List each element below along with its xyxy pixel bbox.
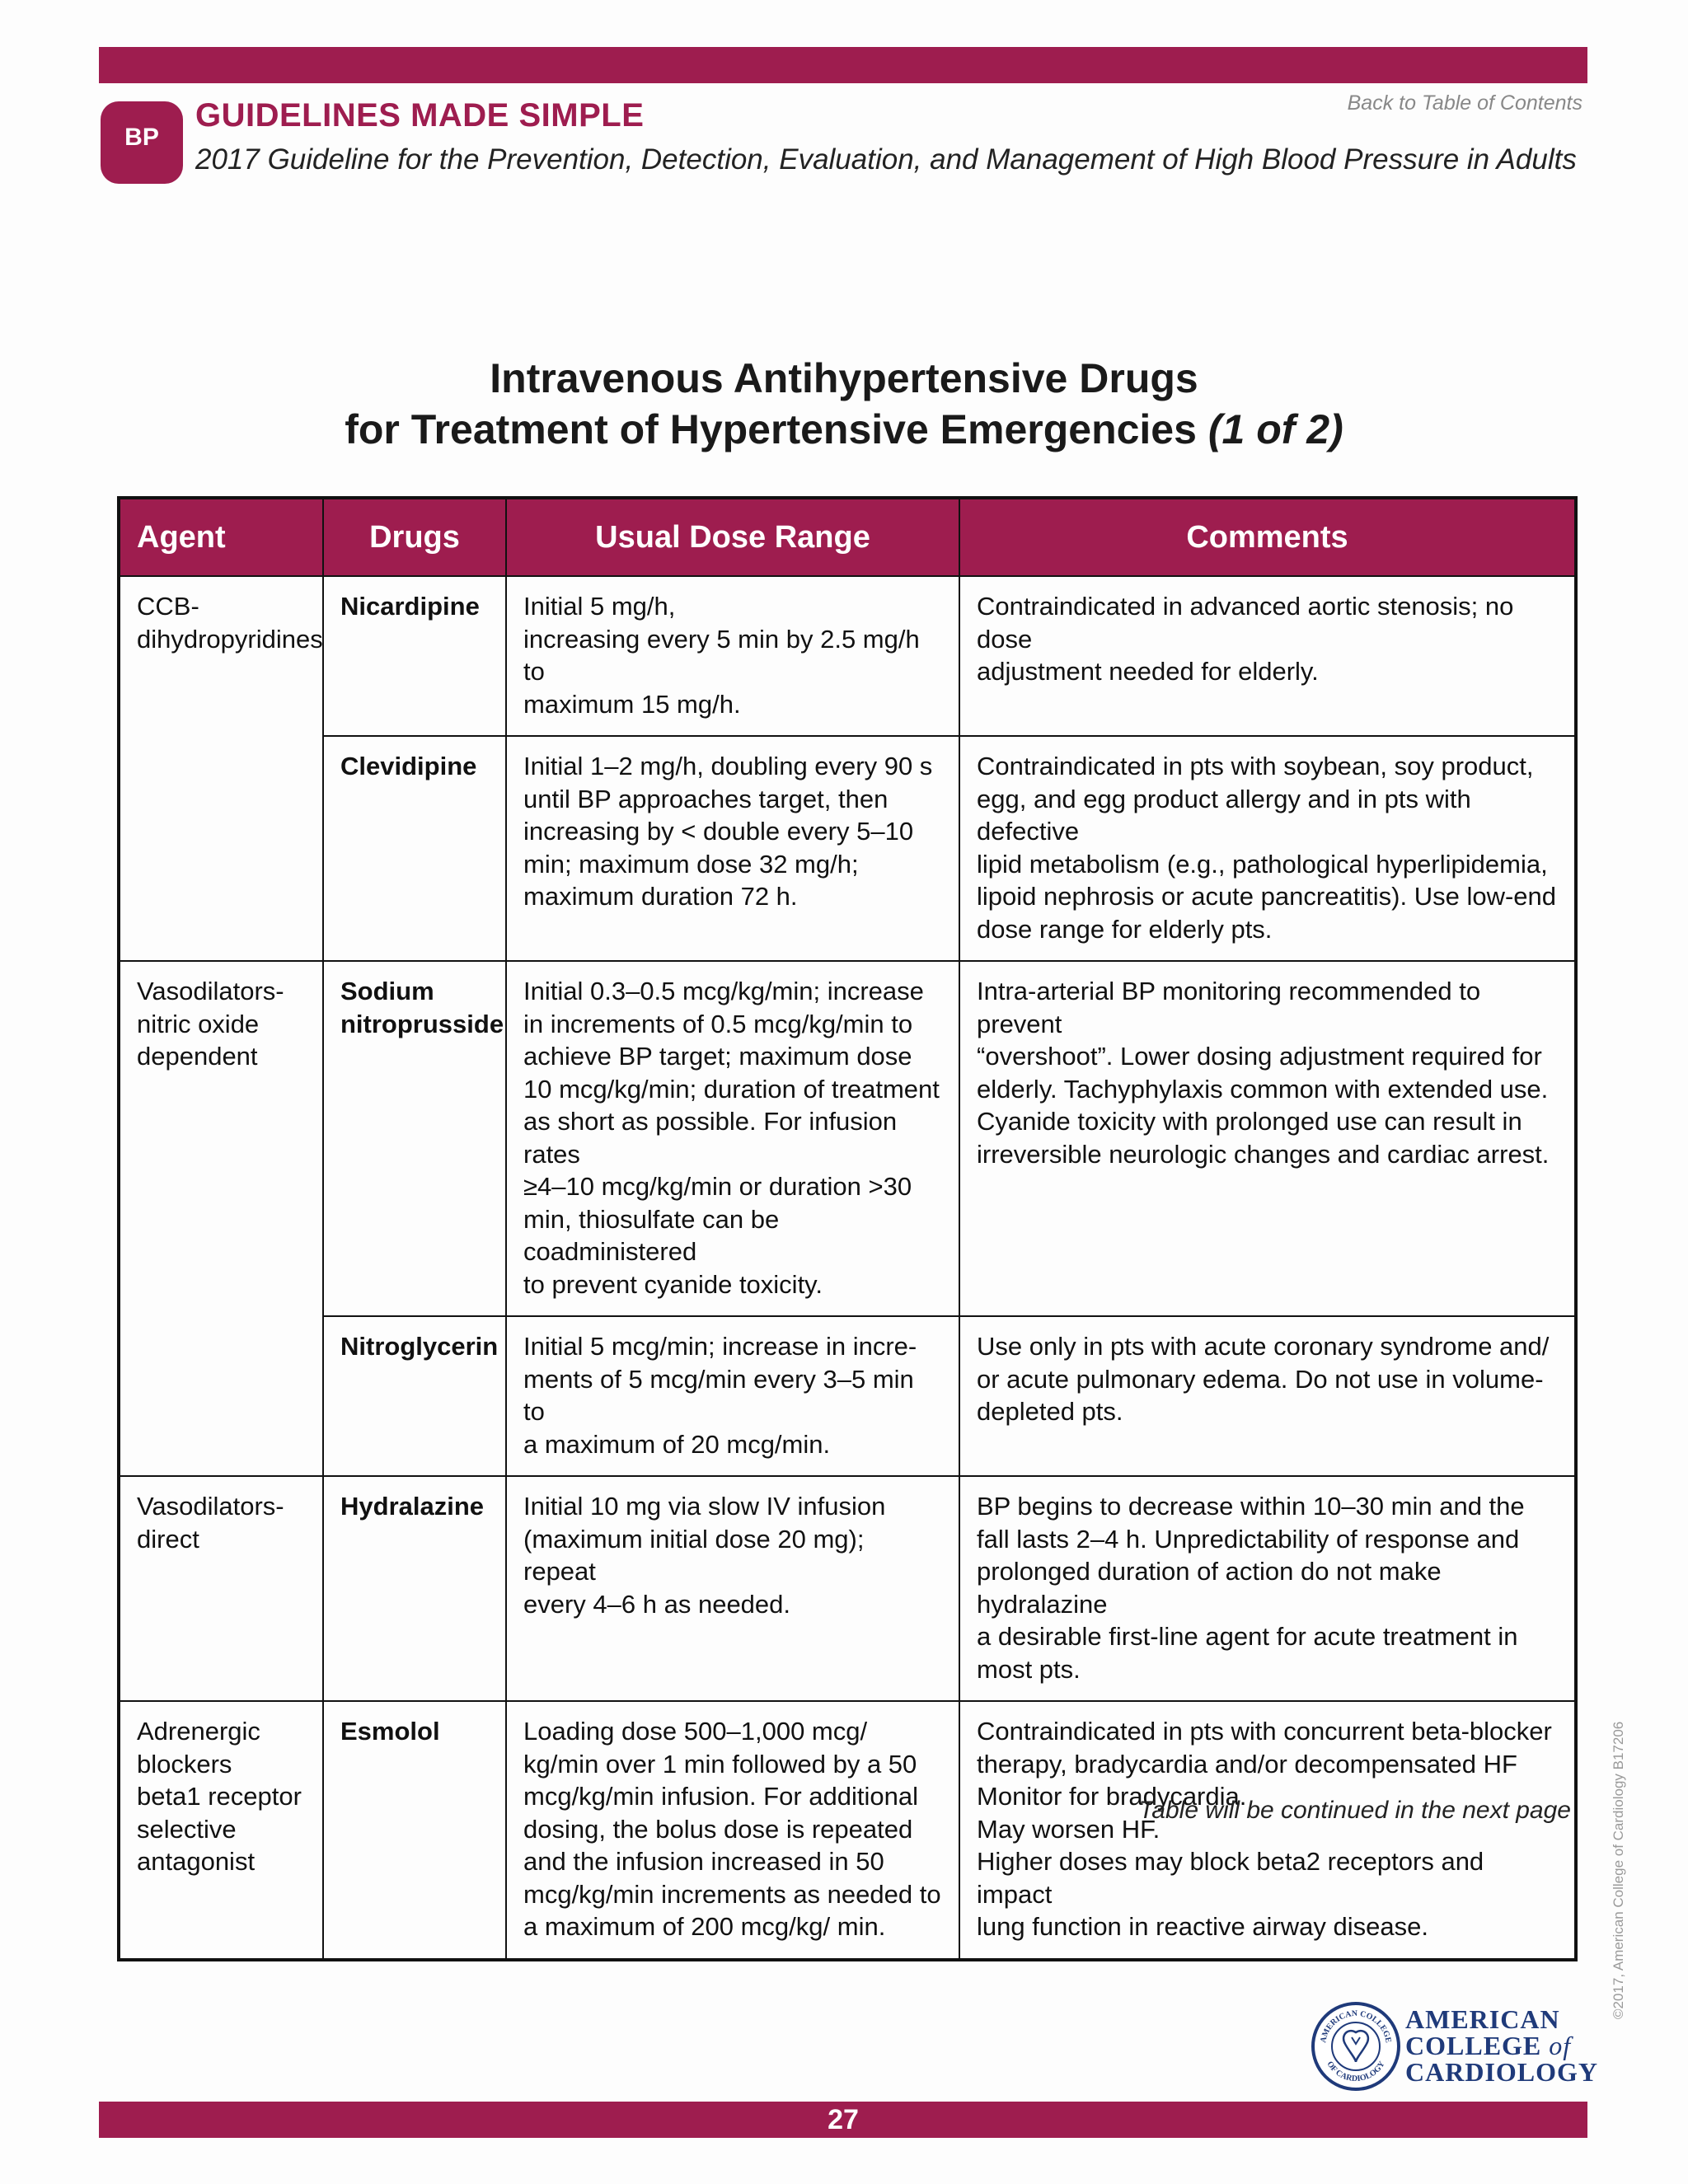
dose-cell bbox=[506, 1701, 959, 1960]
drug-name: Clevidipine bbox=[340, 752, 477, 780]
header-agent: Agent bbox=[119, 498, 323, 576]
drug-cell bbox=[323, 576, 506, 736]
comments-cell bbox=[959, 736, 1576, 961]
drug-cell bbox=[323, 1701, 506, 1960]
table-row bbox=[119, 1316, 1576, 1476]
title-line-2 bbox=[0, 404, 1688, 455]
dose-text: Initial 1–2 mg/h, doubling every 90 s until BP approaches target, then increasing by < double every 5–10 min; maximum dose 32 mg/h; maximum duration 72 h. bbox=[523, 752, 933, 911]
table-row bbox=[119, 736, 1576, 961]
agent-cell bbox=[119, 1701, 323, 1960]
comments-cell bbox=[959, 576, 1576, 736]
copyright-notice: ©2017, American College of Cardiology B17206 bbox=[1611, 1721, 1626, 2019]
bp-badge bbox=[101, 101, 183, 184]
agent-text: Vasodilators- direct bbox=[137, 1492, 284, 1554]
drug-cell bbox=[323, 736, 506, 961]
dose-text: Initial 5 mcg/min; increase in incre- ments of 5 mcg/min every 3–5 min to a maximum of 20 mcg/min. bbox=[523, 1332, 917, 1459]
dose-text: Initial 0.3–0.5 mcg/kg/min; increase in increments of 0.5 mcg/kg/min to achieve BP target; maximum dose 10 mcg/kg/min; duration of treatment as short as possible. For infusion rates ≥4–10 mcg/kg/min or duration >30 min, thiosulfate can be coadministered to prevent cyanide toxicity. bbox=[523, 977, 940, 1299]
page-number: 27 bbox=[828, 2104, 859, 2135]
drug-name: Nitroglycerin bbox=[340, 1332, 499, 1361]
seal-top-text: AMERICAN COLLEGE bbox=[1319, 2008, 1393, 2044]
agent-text: Vasodilators- nitric oxide dependent bbox=[137, 977, 284, 1071]
page-title bbox=[0, 353, 1688, 455]
dose-cell bbox=[506, 1316, 959, 1476]
comments-cell bbox=[959, 1316, 1576, 1476]
drug-name: Nicardipine bbox=[340, 592, 480, 621]
agent-text: Adrenergic blockers beta1 receptor selective antagonist bbox=[137, 1717, 302, 1876]
table-row bbox=[119, 1476, 1576, 1701]
guideline-subtitle: 2017 Guideline for the Prevention, Detection, Evaluation, and Management of High Blood Pressure in Adults bbox=[195, 143, 1577, 176]
drug-name: Esmolol bbox=[340, 1717, 440, 1746]
dose-cell bbox=[506, 961, 959, 1316]
dose-text: Initial 5 mg/h, increasing every 5 min by 2.5 mg/h to maximum 15 mg/h. bbox=[523, 592, 920, 719]
drug-table bbox=[117, 496, 1578, 1961]
drug-name: Hydralazine bbox=[340, 1492, 485, 1521]
drug-cell bbox=[323, 961, 506, 1316]
agent-cell bbox=[119, 961, 323, 1476]
agent-text: CCB- dihydropyridines bbox=[137, 592, 323, 654]
comments-text: BP begins to decrease within 10–30 min and the fall lasts 2–4 h. Unpredictability of response and prolonged duration of action do not make hydralazine a desirable first-line agent for acute treatment in most pts. bbox=[977, 1492, 1525, 1684]
table-header-row bbox=[119, 498, 1576, 576]
comments-text: Contraindicated in pts with concurrent beta-blocker therapy, bradycardia and/or decompensated HF Monitor for bradycardia. May worsen HF. Higher doses may block beta2 receptors and impact lung function in reactive airway disease. bbox=[977, 1717, 1552, 1941]
title-part-indicator: (1 of 2) bbox=[1207, 406, 1343, 452]
bp-badge-label: BP bbox=[124, 124, 159, 151]
acc-seal-icon bbox=[1311, 2001, 1401, 2092]
dose-cell bbox=[506, 1476, 959, 1701]
logo-line-3: CARDIOLOGY bbox=[1405, 2057, 1599, 2087]
dose-text: Loading dose 500–1,000 mcg/ kg/min over 1 min followed by a 50 mcg/kg/min infusion. For additional dosing, the bolus dose is repeated and the infusion increased in 50 mcg/kg/min increments as needed to a maximum of 200 mcg/kg/ min. bbox=[523, 1717, 941, 1941]
brand-title: GUIDELINES MADE SIMPLE bbox=[195, 97, 645, 134]
acc-logo-text bbox=[1405, 2006, 1598, 2085]
logo-line-2a: COLLEGE bbox=[1405, 2031, 1542, 2060]
title-line-2-text: for Treatment of Hypertensive Emergencies bbox=[345, 406, 1197, 452]
header-dose: Usual Dose Range bbox=[506, 498, 959, 576]
agent-cell bbox=[119, 576, 323, 961]
agent-cell bbox=[119, 1476, 323, 1701]
drug-cell bbox=[323, 1316, 506, 1476]
title-line-1: Intravenous Antihypertensive Drugs bbox=[490, 355, 1198, 401]
comments-text: Intra-arterial BP monitoring recommended to prevent “overshoot”. Lower dosing adjustment required for elderly. Tachyphylaxis common with extended use. Cyanide toxicity with prolonged use can result in irreversible neurologic changes and cardiac arrest. bbox=[977, 977, 1550, 1169]
page-footer-bar bbox=[99, 2102, 1587, 2138]
header-drugs: Drugs bbox=[323, 498, 506, 576]
seal-bottom-text: OF CARDIOLOGY bbox=[1325, 2060, 1387, 2084]
dose-cell bbox=[506, 576, 959, 736]
comments-cell bbox=[959, 1476, 1576, 1701]
dose-cell bbox=[506, 736, 959, 961]
logo-line-2 bbox=[1405, 2032, 1598, 2059]
drug-name: Sodium nitroprusside bbox=[340, 977, 504, 1038]
logo-line-2b: of bbox=[1549, 2031, 1572, 2060]
top-accent-bar bbox=[99, 47, 1587, 83]
header-comments: Comments bbox=[959, 498, 1576, 576]
comments-text: Contraindicated in pts with soybean, soy product, egg, and egg product allergy and in pts with defective lipid metabolism (e.g., pathological hyperlipidemia, lipoid nephrosis or acute pancreatitis). Use low-end dose range for elderly pts. bbox=[977, 752, 1557, 944]
logo-line-1: AMERICAN bbox=[1405, 2004, 1560, 2034]
drug-cell bbox=[323, 1476, 506, 1701]
continued-note: Table will be continued in the next page bbox=[1138, 1797, 1571, 1824]
comments-text: Use only in pts with acute coronary syndrome and/ or acute pulmonary edema. Do not use in volume- depleted pts. bbox=[977, 1332, 1550, 1426]
comments-text: Contraindicated in advanced aortic stenosis; no dose adjustment needed for elderly. bbox=[977, 592, 1514, 686]
back-to-toc-link[interactable]: Back to Table of Contents bbox=[1347, 91, 1582, 115]
table-row bbox=[119, 961, 1576, 1316]
dose-text: Initial 10 mg via slow IV infusion (maximum initial dose 20 mg); repeat every 4–6 h as needed. bbox=[523, 1492, 886, 1619]
table-row bbox=[119, 1701, 1576, 1960]
comments-cell bbox=[959, 961, 1576, 1316]
comments-cell bbox=[959, 1701, 1576, 1960]
table-row bbox=[119, 576, 1576, 736]
